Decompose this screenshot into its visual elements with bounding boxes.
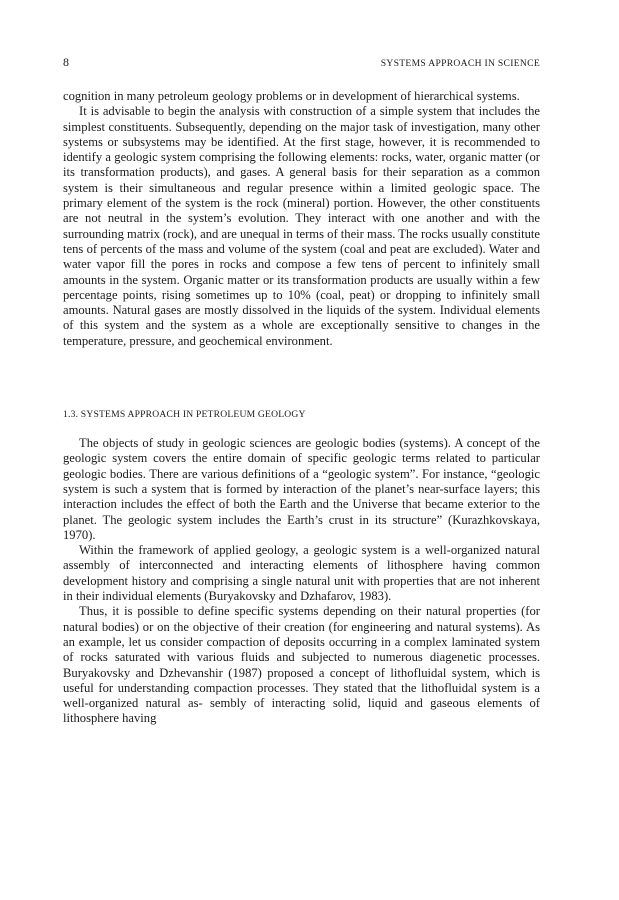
page-number: 8 <box>63 55 69 69</box>
intro-section <box>63 89 540 349</box>
paragraph: Within the framework of applied geology, a geologic system is a well-organized natural assembly of interconnected and interacting elements of lithosphere having common development history and comprising a single natural unit with properties that are not inherent in their individual elements (Buryakovsky and Dzhafarov, 1983). <box>63 543 540 604</box>
section-heading: 1.3. SYSTEMS APPROACH IN PETROLEUM GEOLOGY <box>63 409 306 421</box>
paragraph: It is advisable to begin the analysis with construction of a simple system that includes the simplest constituents. Subsequently, depending on the major task of investigation, many other systems or subsystems may be identified. At the first stage, however, it is recommended to identify a geologic system comprising the following elements: rocks, water, organic matter (or its transformation products), and gases. A general basis for their separation as a common system is their simultaneous and regular presence within a limited geologic space. The primary element of the system is the rock (mineral) portion. However, the other constituents are not neutral in the system’s evolution. They interact with one another and with the surrounding matrix (rock), and are unequal in terms of their mass. The rocks usually constitute tens of percents of the mass and volume of the system (coal and peat are excluded). Water and water vapor fill the pores in rocks and compose a few tens of percent to infinitely small amounts in the system. Organic matter or its transformation products are usually within a few percentage points, rising sometimes up to 10% (coal, peat) or dropping to infinitely small amounts. Natural gases are mostly dissolved in the liquids of the system. Individual elements of this system and the system as a whole are exceptionally sensitive to changes in the temperature, pressure, and geochemical environment. <box>63 104 540 348</box>
paragraph-continued: cognition in many petroleum geology problems or in development of hierarchical systems. <box>63 89 520 103</box>
page-header <box>63 55 540 73</box>
paragraph: Thus, it is possible to define specific systems depending on their natural properties (for natural bodies) or on the objective of their creation (for engineering and natural systems). As an example, let us consider compaction of deposits occurring in a complex laminated system of rocks saturated with various fluids and subjected to numerous diagenetic processes. Buryakovsky and Dzhevanshir (1987) proposed a concept of lithofluidal system, which is useful for understanding compaction processes. They stated that the lithofluidal system is a well-organized natural as- sembly of interacting solid, liquid and gaseous elements of lithosphere having <box>63 604 540 726</box>
book-page <box>63 55 540 727</box>
paragraph: The objects of study in geologic sciences are geologic bodies (systems). A concept of the geologic system covers the entire domain of specific geologic terms related to particular geologic bodies. There are various definitions of a “geologic system”. For instance, “geologic system is such a system that is formed by interaction of the planet’s near-surface layers; this interaction includes the effect of both the Earth and the Universe that became exterior to the planet. The geologic system includes the Earth’s crust in its structure” (Kurazhkovskaya, 1970). <box>63 436 540 542</box>
section-1-3-body <box>63 436 540 727</box>
running-head: SYSTEMS APPROACH IN SCIENCE <box>380 58 540 69</box>
